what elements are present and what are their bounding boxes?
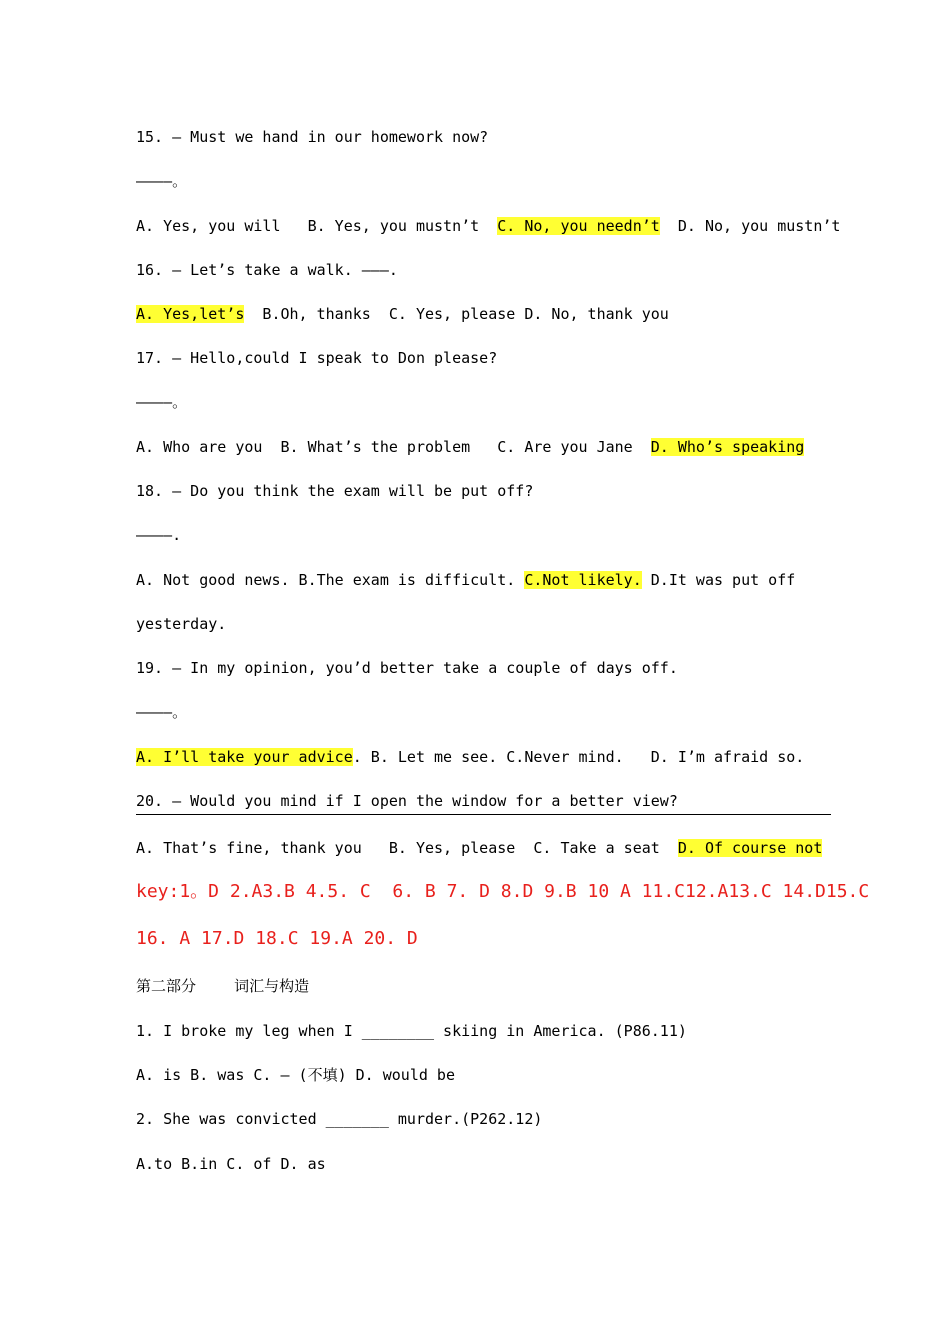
option-text: D. No, you mustn’t bbox=[659, 217, 841, 235]
option-text: A. That’s fine, thank you B. Yes, please C. Take a seat bbox=[136, 839, 678, 857]
question-18-options bbox=[136, 570, 795, 590]
answer-highlight: A. I’ll take your advice bbox=[136, 748, 353, 766]
question-17-stem: 17. — Hello,could I speak to Don please? bbox=[136, 349, 498, 367]
question-15-options bbox=[136, 216, 840, 236]
option-text: D.It was put off bbox=[641, 571, 796, 589]
question-16-stem: 16. — Let’s take a walk. ———. bbox=[136, 261, 398, 279]
question-18-options-cont: yesterday. bbox=[136, 615, 227, 633]
answer-highlight: D. Who’s speaking bbox=[650, 438, 805, 456]
option-text: A. Not good news. B.The exam is difficult. bbox=[136, 571, 525, 589]
option-text: A. Who are you B. What’s the problem C. Are you Jane bbox=[136, 438, 651, 456]
divider-line bbox=[136, 814, 831, 815]
question-18-stem: 18. — Do you think the exam will be put off? bbox=[136, 482, 534, 500]
question-16-options bbox=[136, 304, 669, 324]
answer-highlight: C.Not likely. bbox=[524, 571, 642, 589]
answer-key-line-2: 16. A 17.D 18.C 19.A 20. D bbox=[136, 928, 418, 949]
answer-highlight: D. Of course not bbox=[677, 839, 823, 857]
question-20-stem: 20. — Would you mind if I open the window for a better view? bbox=[136, 792, 678, 810]
question-17-options bbox=[136, 437, 804, 457]
question-15-stem: 15. — Must we hand in our homework now? bbox=[136, 128, 489, 146]
answer-highlight: C. No, you needn’t bbox=[497, 217, 660, 235]
question-19-options bbox=[136, 747, 804, 767]
question-20-options bbox=[136, 838, 822, 858]
option-text: . B. Let me see. C.Never mind. D. I’m afraid so. bbox=[352, 748, 805, 766]
question-15-blank: ————。 bbox=[136, 172, 188, 190]
question-19-blank: ————。 bbox=[136, 703, 188, 721]
part2-question-2-options: A.to B.in C. of D. as bbox=[136, 1155, 326, 1173]
question-17-blank: ————。 bbox=[136, 393, 188, 411]
option-text: A. Yes, you will B. Yes, you mustn’t bbox=[136, 217, 498, 235]
part2-question-1-stem: 1. I broke my leg when I ________ skiing in America. (P86.11) bbox=[136, 1022, 687, 1040]
part2-question-2-stem: 2. She was convicted _______ murder.(P262.12) bbox=[136, 1110, 543, 1128]
part2-question-1-options: A. is B. was C. – (不填) D. would be bbox=[136, 1066, 455, 1084]
section-title: 第二部分 词汇与构造 bbox=[136, 977, 310, 995]
question-18-blank: ————. bbox=[136, 526, 182, 544]
question-19-stem: 19. — In my opinion, you’d better take a couple of days off. bbox=[136, 659, 678, 677]
option-text: B.Oh, thanks C. Yes, please D. No, thank you bbox=[244, 305, 669, 323]
answer-highlight: A. Yes,let’s bbox=[136, 305, 245, 323]
answer-key-line-1: key:1。D 2.A3.B 4.5. C 6. B 7. D 8.D 9.B 10 A 11.C12.A13.C 14.D15.C bbox=[136, 881, 870, 902]
